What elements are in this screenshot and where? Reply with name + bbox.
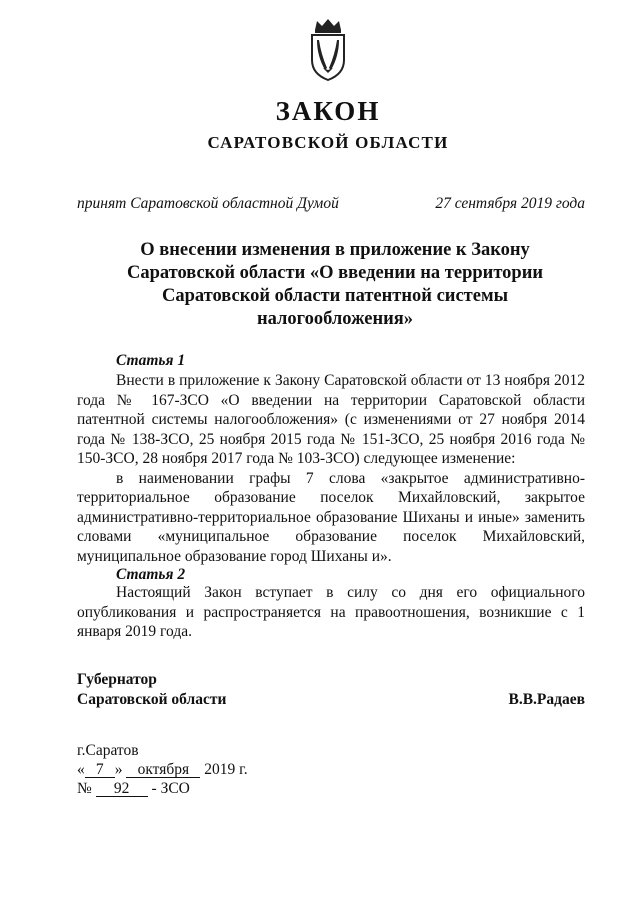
saratov-coat-of-arms-icon <box>306 18 350 82</box>
law-region: САРАТОВСКОЙ ОБЛАСТИ <box>207 133 449 152</box>
quote-close: » <box>114 761 123 778</box>
footer-city: г.Саратов <box>77 742 139 759</box>
article-1-paragraph: в наименовании графы 7 слова «закрытое административно-территориальное образование поселок Михайловский, закрытое административно-территориальное образование Шиханы и иные» заменить словами «муниципальное образование поселок Михайловский, муниципальное образование город Шиханы и». <box>77 469 585 565</box>
footer-number: 92 <box>96 781 148 797</box>
footer-year: 2019 г. <box>204 761 248 778</box>
adopted-by: принят Саратовской областной Думой <box>77 195 339 212</box>
article-2-title: Статья 2 <box>116 566 186 583</box>
signature-block <box>77 670 585 709</box>
footer-month: октября <box>126 762 200 778</box>
article-2-body <box>77 583 585 642</box>
article-1-paragraph: Внести в приложение к Закону Саратовской области от 13 ноября 2012 года № 167-ЗСО «О введении на территории Саратовской области патентной системы налогообложения» (с изменениями от 27 ноября 2014 года № 138-ЗСО, 25 ноября 2015 года № 151-ЗСО, 25 ноября 2016 года № 150-ЗСО, 28 ноября 2017 года № 103-ЗСО) следующее изменение: <box>77 372 585 467</box>
adoption-date: 27 сентября 2019 года <box>435 195 585 212</box>
signatory-position: Губернатор <box>77 671 157 688</box>
article-1-title: Статья 1 <box>116 352 186 369</box>
adoption-line <box>77 195 585 213</box>
document-heading: О внесении изменения в приложение к Закону Саратовской области «О введении на территории Саратовской области патентной системы налогообложения» <box>126 240 544 329</box>
document-footer <box>77 741 248 798</box>
footer-day: 7 <box>85 762 115 778</box>
signatory-name: В.В.Радаев <box>508 690 585 708</box>
signatory-region: Саратовской области <box>77 690 227 708</box>
footer-number-line <box>77 779 248 798</box>
quote-open: « <box>77 761 85 778</box>
law-title: ЗАКОН <box>275 96 381 126</box>
number-suffix: - ЗСО <box>151 780 190 797</box>
article-2-paragraph: Настоящий Закон вступает в силу со дня его официального опубликования и распространяется на правоотношения, возникшие с 1 января 2019 года. <box>77 584 585 640</box>
number-prefix: № <box>77 780 92 797</box>
footer-date <box>77 760 248 779</box>
article-1-body <box>77 371 585 566</box>
